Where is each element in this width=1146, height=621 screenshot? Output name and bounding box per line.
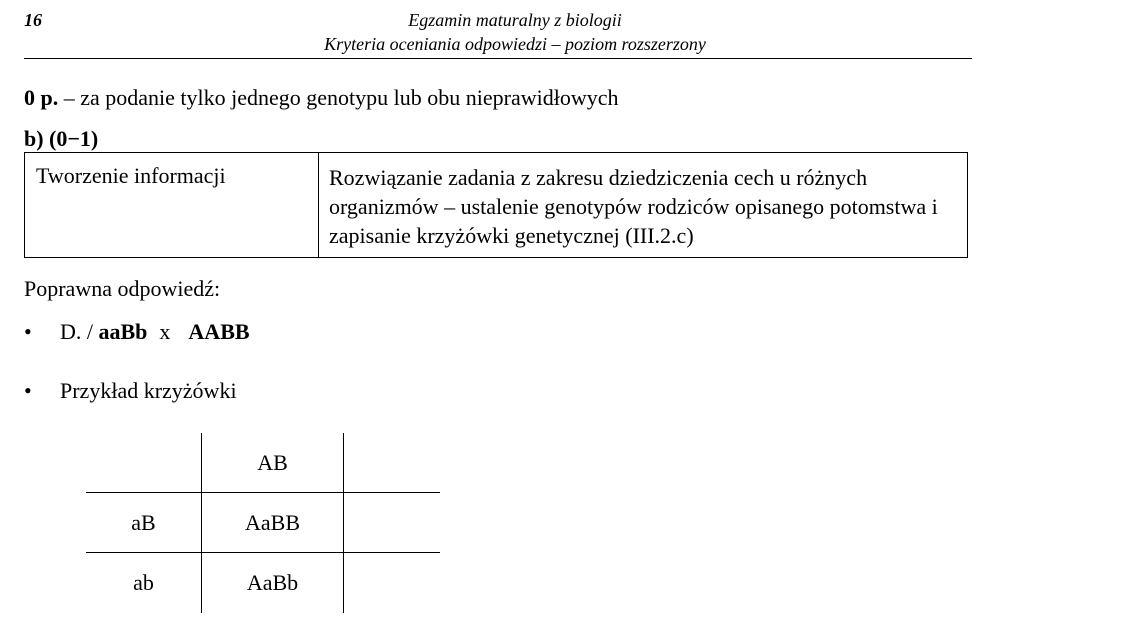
answer-prefix: D. /	[60, 319, 99, 344]
example-label: Przykład krzyżówki	[60, 378, 237, 403]
requirement-category: Tworzenie informacji	[25, 153, 319, 257]
row-header: aB	[131, 510, 156, 535]
row-header: ab	[133, 570, 154, 595]
page-number: 16	[24, 10, 42, 30]
bullet-icon: •	[24, 378, 32, 403]
bullet-icon: •	[24, 319, 32, 344]
offspring-genotype: AaBb	[246, 570, 299, 595]
answer-bullet-example	[24, 378, 237, 404]
cross-symbol: x	[159, 319, 171, 344]
score-description: – za podanie tylko jednego genotypu lub obu nieprawidłowych	[58, 85, 619, 110]
subtask-label: b) (0−1)	[24, 126, 99, 151]
header-divider	[24, 58, 972, 59]
offspring-genotype: AaBB	[245, 510, 300, 535]
parent-genotype-1: aaBb	[98, 319, 148, 344]
column-header: AB	[257, 450, 288, 475]
punnett-square	[86, 433, 440, 613]
header-subtitle: Kryteria oceniania odpowiedzi – poziom rozszerzony	[324, 34, 706, 54]
answer-bullet-genotypes	[24, 319, 250, 345]
requirement-table	[24, 152, 968, 258]
score-points: 0 p.	[24, 85, 59, 110]
score-line	[24, 85, 619, 111]
grid-line	[343, 433, 344, 613]
answer-heading: Poprawna odpowiedź:	[24, 276, 221, 301]
parent-genotype-2: AABB	[188, 319, 250, 344]
header-title: Egzamin maturalny z biologii	[408, 10, 622, 30]
requirement-description: Rozwiązanie zadania z zakresu dziedziczenia cech u różnych organizmów – ustalenie genotypów rodziców opisanego potomstwa i zapisanie krzyżówki genetycznej (III.2.c)	[329, 165, 938, 248]
